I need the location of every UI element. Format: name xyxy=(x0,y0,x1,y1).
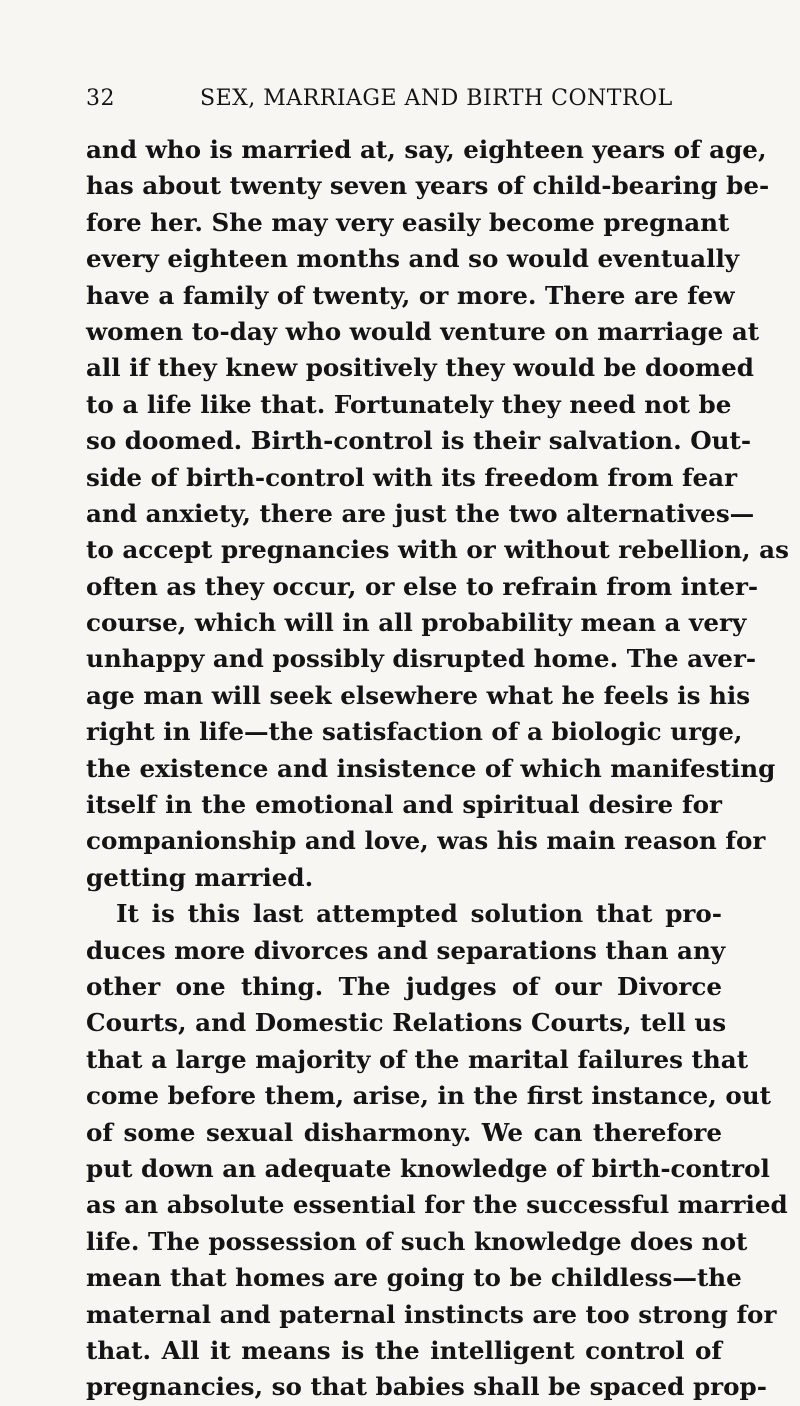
text-line: course, which will in all probability mean a very xyxy=(86,608,747,638)
text-line: and anxiety, there are just the two alternatives— xyxy=(86,498,755,528)
text-line: has about twenty seven years of child-bearing be- xyxy=(86,171,770,201)
text-line: to accept pregnancies with or without rebellion, as xyxy=(86,535,789,565)
text-line: put down an adequate knowledge of birth-control xyxy=(86,1153,770,1183)
text-line: fore her. She may very easily become pregnant xyxy=(86,207,730,237)
text-line: getting married. xyxy=(86,862,314,892)
text-line: unhappy and possibly disrupted home. The aver- xyxy=(86,644,757,674)
text-line: the existence and insistence of which manifesting xyxy=(86,753,776,783)
text-line: It is this last attempted solution that pro- xyxy=(116,899,722,929)
text-line: duces more divorces and separations than any xyxy=(86,935,726,965)
running-title: SEX, MARRIAGE AND BIRTH CONTROL xyxy=(200,86,673,111)
text-line: as an absolute essential for the successful married xyxy=(86,1190,788,1220)
text-line: companionship and love, was his main reason for xyxy=(86,826,766,856)
running-head xyxy=(86,86,726,120)
text-line: side of birth-control with its freedom from fear xyxy=(86,462,738,492)
text-line: of some sexual disharmony. We can therefore xyxy=(86,1117,722,1147)
body-text xyxy=(86,132,789,1406)
text-line: women to-day who would venture on marriage at xyxy=(86,316,760,346)
text-line: that a large majority of the marital failures that xyxy=(86,1044,749,1074)
text-line: life. The possession of such knowledge does not xyxy=(86,1226,748,1256)
text-line: other one thing. The judges of our Divorce xyxy=(86,971,722,1001)
text-line: right in life—the satisfaction of a biologic urge, xyxy=(86,717,743,747)
text-line: and who is married at, say, eighteen years of age, xyxy=(86,135,767,164)
text-line: mean that homes are going to be childless—the xyxy=(86,1263,742,1293)
text-line: pregnancies, so that babies shall be spaced prop- xyxy=(86,1372,767,1402)
text-line: that. All it means is the intelligent control of xyxy=(86,1335,722,1365)
text-line: so doomed. Birth-control is their salvation. Out- xyxy=(86,426,752,456)
text-line: all if they knew positively they would be doomed xyxy=(86,353,754,383)
text-line: often as they occur, or else to refrain from inter- xyxy=(86,571,759,601)
text-line: maternal and paternal instincts are too strong for xyxy=(86,1299,777,1329)
text-line: to a life like that. Fortunately they need not be xyxy=(86,389,732,419)
text-line: age man will seek elsewhere what he feels is his xyxy=(86,680,751,710)
text-line: Courts, and Domestic Relations Courts, tell us xyxy=(86,1008,727,1038)
text-line: itself in the emotional and spiritual desire for xyxy=(86,790,722,820)
page-number: 32 xyxy=(86,86,115,111)
text-line: come before them, arise, in the first instance, out xyxy=(86,1081,771,1111)
text-line: have a family of twenty, or more. There are few xyxy=(86,280,735,310)
text-line: every eighteen months and so would eventually xyxy=(86,244,740,274)
